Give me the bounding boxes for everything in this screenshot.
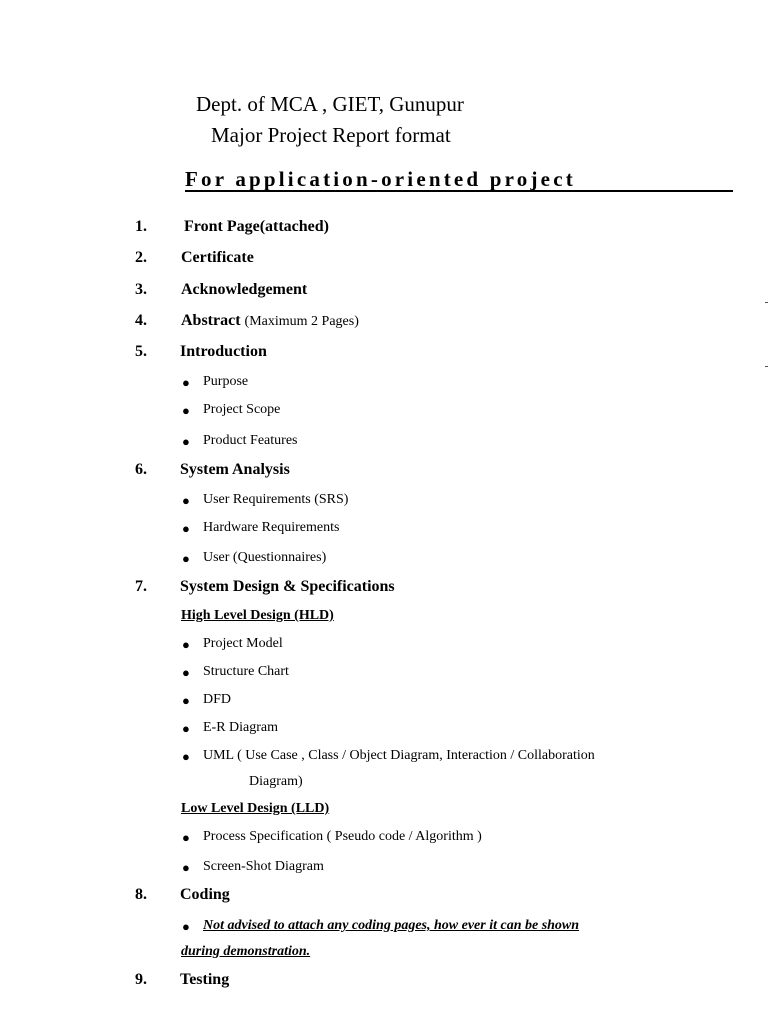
report-format-heading: Major Project Report format xyxy=(211,123,451,147)
hld-heading: High Level Design (HLD) xyxy=(181,608,334,623)
bullet-icon: ● xyxy=(182,403,190,418)
coding-note: Not advised to attach any coding pages, how ever it can be shown xyxy=(203,918,580,933)
bullet-icon: ● xyxy=(182,551,190,566)
item-number: 3. xyxy=(135,281,147,298)
bullet-icon: ● xyxy=(182,434,190,449)
item-abstract xyxy=(181,312,359,330)
sub-item-product-features: Product Features xyxy=(203,433,298,448)
bullet-icon: ● xyxy=(182,521,190,536)
sub-item-uml: UML ( Use Case , Class / Object Diagram, Interaction / Collaboration xyxy=(203,748,595,763)
sub-item-process-specification: Process Specification ( Pseudo code / Algorithm ) xyxy=(203,829,482,844)
bullet-icon: ● xyxy=(182,721,190,736)
item-front-page: Front Page(attached) xyxy=(184,218,329,235)
bullet-icon: ● xyxy=(182,860,190,875)
sub-item-user-questionnaires: User (Questionnaires) xyxy=(203,550,327,565)
item-introduction: Introduction xyxy=(180,343,267,360)
item-coding: Coding xyxy=(180,886,230,903)
coding-note-continued: during demonstration. xyxy=(181,944,311,959)
sub-item-er-diagram: E-R Diagram xyxy=(203,720,279,735)
sub-item-hardware-requirements: Hardware Requirements xyxy=(203,520,340,535)
item-abstract-label: Abstract xyxy=(181,312,241,329)
item-system-design: System Design & Specifications xyxy=(180,578,395,595)
sub-item-purpose: Purpose xyxy=(203,374,249,389)
item-number: 4. xyxy=(135,312,147,329)
bullet-icon: ● xyxy=(182,493,190,508)
item-certificate: Certificate xyxy=(181,249,254,266)
item-number: 8. xyxy=(135,886,147,903)
sub-item-user-requirements: User Requirements (SRS) xyxy=(203,492,349,507)
item-number: 9. xyxy=(135,971,147,988)
item-acknowledgement: Acknowledgement xyxy=(181,281,308,298)
item-abstract-note: (Maximum 2 Pages) xyxy=(244,314,359,329)
sub-item-project-model: Project Model xyxy=(203,636,283,651)
sub-item-uml-continued: Diagram) xyxy=(249,774,303,789)
sub-item-dfd: DFD xyxy=(203,692,232,707)
bullet-icon: ● xyxy=(182,919,190,934)
bullet-icon: ● xyxy=(182,375,190,390)
item-testing: Testing xyxy=(180,971,230,988)
item-number: 2. xyxy=(135,249,147,266)
sub-item-project-scope: Project Scope xyxy=(203,402,281,417)
dept-heading: Dept. of MCA , GIET, Gunupur xyxy=(196,92,464,116)
item-number: 6. xyxy=(135,461,147,478)
item-number: 5. xyxy=(135,343,147,360)
bullet-icon: ● xyxy=(182,693,190,708)
bullet-icon: ● xyxy=(182,830,190,845)
sub-item-structure-chart: Structure Chart xyxy=(203,664,289,679)
project-type-subtitle: For application-oriented project xyxy=(185,168,733,192)
sub-item-screenshot-diagram: Screen-Shot Diagram xyxy=(203,859,324,874)
bullet-icon: ● xyxy=(182,749,190,764)
item-system-analysis: System Analysis xyxy=(180,461,290,478)
bullet-icon: ● xyxy=(182,665,190,680)
bullet-icon: ● xyxy=(182,637,190,652)
item-number: 7. xyxy=(135,578,147,595)
item-number: 1. xyxy=(135,218,147,235)
lld-heading: Low Level Design (LLD) xyxy=(181,801,330,816)
